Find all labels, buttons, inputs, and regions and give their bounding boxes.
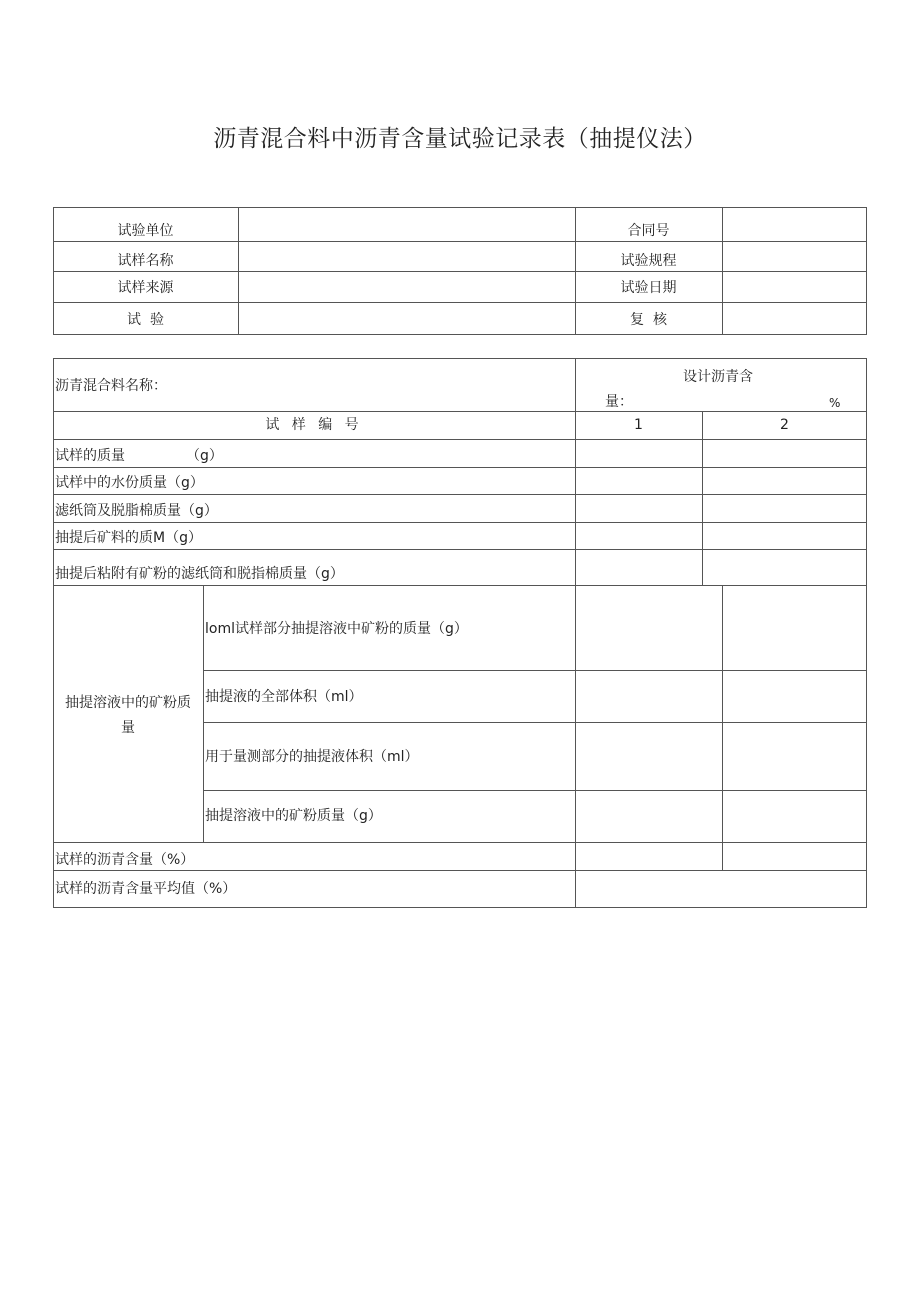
filter-with-powder-label: 抽提后粘附有矿粉的滤纸筒和脱指棉质量（g） [55, 566, 344, 582]
page-title: 沥青混合料中沥青含量试验记录表（抽提仪法） [213, 126, 707, 152]
info-row-divider [53, 302, 867, 303]
sub-measure-volume-label: 用于量测部分的抽提液体积（ml） [205, 749, 419, 765]
sub-total-volume-label: 抽提液的全部体积（ml） [205, 689, 363, 705]
data-row-divider [53, 842, 867, 843]
data-row-divider [53, 870, 867, 871]
data-row-divider [53, 522, 867, 523]
data-row-divider [53, 411, 867, 412]
group-label-line2: 量 [121, 720, 135, 736]
data-row-divider [53, 585, 867, 586]
info-row-divider [53, 271, 867, 272]
design-asphalt-label-line2: 量： [605, 394, 633, 410]
mixture-name-label: 沥青混合料名称： [55, 378, 167, 394]
reviewer-label: 复 核 [630, 312, 667, 328]
data-row-divider [53, 549, 867, 550]
test-date-label: 试验日期 [620, 280, 677, 296]
water-mass-label: 试样中的水份质量（g） [55, 475, 204, 491]
sample-source-label: 试样来源 [117, 280, 174, 296]
group-col-divider [203, 585, 204, 842]
design-asphalt-label-line1: 设计沥青含 [683, 369, 753, 385]
mineral-mass-after-label: 抽提后矿料的质M（g） [55, 530, 202, 546]
sample-2-label: 2 [780, 417, 789, 433]
group-label-line1: 抽提溶液中的矿粉质 [65, 695, 191, 711]
contract-no-label: 合同号 [627, 223, 670, 239]
sample-mass-label: 试样的质量 [55, 448, 125, 464]
tester-label: 试 验 [127, 312, 164, 328]
data-row-divider [53, 439, 867, 440]
sub-row-divider [203, 722, 867, 723]
percent-sign: % [829, 396, 841, 410]
sample-no-label: 试 样 编 号 [265, 417, 363, 433]
sample-name-label: 试样名称 [117, 253, 174, 269]
info-col-divider [722, 207, 723, 335]
data-col-divider [575, 358, 576, 908]
asphalt-content-avg-label: 试样的沥青含量平均值（%） [55, 881, 237, 897]
data-row-divider [53, 467, 867, 468]
sub-powder-mass-label: 抽提溶液中的矿粉质量（g） [205, 808, 382, 824]
info-col-divider [238, 207, 239, 335]
info-row-divider [53, 241, 867, 242]
sub-row-divider [203, 790, 867, 791]
data-col-divider [722, 585, 723, 870]
sub-row-divider [203, 670, 867, 671]
data-row-divider [53, 494, 867, 495]
sample-1-label: 1 [634, 417, 643, 433]
data-col-divider [702, 411, 703, 585]
asphalt-content-label: 试样的沥青含量（%） [55, 852, 195, 868]
test-standard-label: 试验规程 [620, 253, 677, 269]
test-unit-label: 试验单位 [117, 223, 174, 239]
sub-10ml-label: loml试样部分抽提溶液中矿粉的质量（g） [205, 621, 468, 637]
filter-mass-label: 滤纸筒及脱脂棉质量（g） [55, 503, 218, 519]
sample-mass-unit: （g） [186, 448, 223, 464]
